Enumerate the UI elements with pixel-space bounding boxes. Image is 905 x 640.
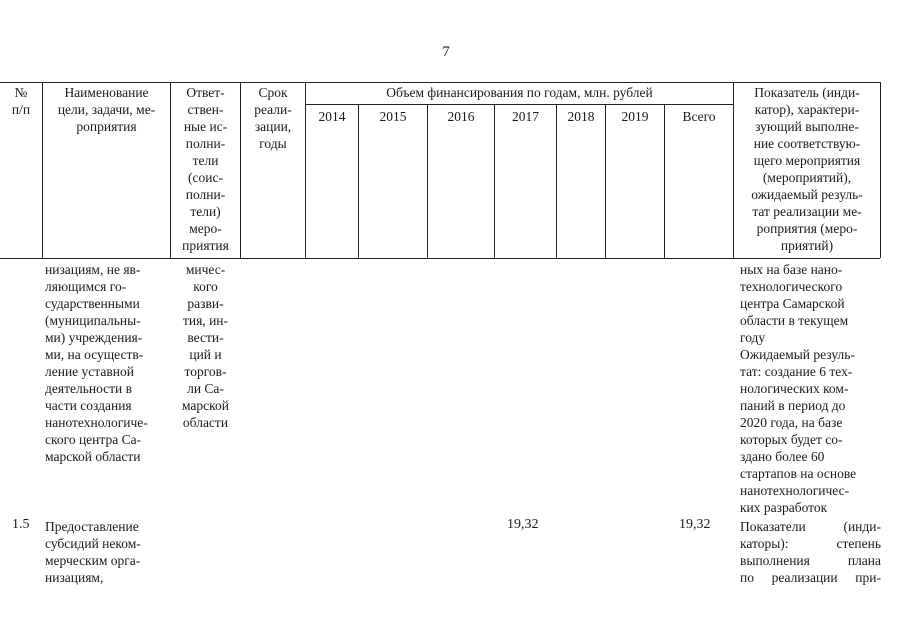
row-cont-name: низациям, не яв- ляющимся го- сударственными (муниципальны- ми) учреждения- ми, на осуществ- ление уставной деятельности в части создания нанотехнологиче- ского центра Са- марской области: [45, 262, 148, 464]
page-number: 7: [442, 44, 450, 60]
header-year-2015: 2015: [379, 109, 407, 124]
header-name: Наименование цели, задачи, ме- роприятия: [57, 85, 156, 134]
header-responsible: Ответ- ствен- ные ис- полни- тели (соис- полни- тели) меро- приятия: [182, 85, 229, 253]
row-15-number: 1.5: [12, 517, 30, 532]
row-15-2017-value: 19,32: [507, 517, 539, 532]
header-year-2014: 2014: [318, 109, 346, 124]
header-year-2018: 2018: [567, 109, 595, 124]
header-funding: Объем финансирования по годам, млн. рублей: [386, 85, 653, 100]
header-term: Срок реали- зации, годы: [254, 85, 292, 151]
row-15-name: Предоставление субсидий неком- мерческим орга- низациям,: [45, 519, 141, 585]
header-num: № п/п: [11, 85, 31, 117]
row-15-indicator: Показатели (инди- каторы): степень выполнения плана по реализации при-: [740, 519, 881, 585]
header-year-2017: 2017: [512, 109, 539, 124]
header-year-total: Всего: [682, 109, 716, 124]
header-year-2016: 2016: [447, 109, 475, 124]
row-cont-indicator: ных на базе нано- технологического центра Самарской области в текущем году Ожидаемый резуль- тат: создание 6 тех- нологических ком- паний в период до 2020 года, на базе которых будет со- здано более 60 стартапов на основе нанотехнологичес- ких разработок: [740, 262, 857, 515]
row-15-total-value: 19,32: [679, 517, 711, 532]
header-indicator: Показатель (инди- катор), характери- зующий выполне- ние соответствую- щего мероприятия (мероприятий), ожидаемый резуль- тат реализации ме- роприятия (меро- приятий): [751, 85, 863, 253]
row-cont-responsible: мичес- кого разви- тия, ин- вести- ций и торгов- ли Са- марской области: [181, 262, 230, 430]
header-year-2019: 2019: [621, 109, 649, 124]
